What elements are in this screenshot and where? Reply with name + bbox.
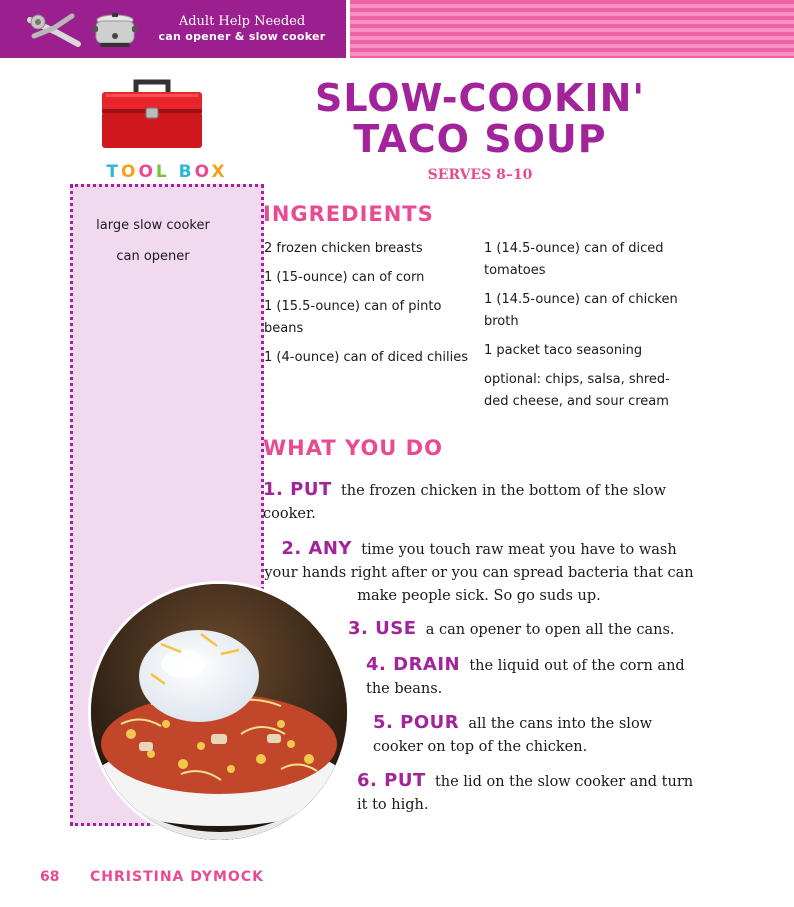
author-name: CHRISTINA DYMOCK	[90, 869, 264, 885]
step-number: 5. POUR	[373, 712, 460, 733]
ingredient-item: 1 (4-ounce) can of diced chilies	[264, 350, 468, 365]
toolbox-title-letter	[170, 162, 179, 182]
step-number: 2. ANY	[281, 538, 352, 559]
toolbox-title-letter: L	[155, 162, 170, 182]
step-item	[263, 478, 695, 526]
ingredient-item: 1 packet taco seasoning	[484, 343, 643, 358]
ingredient-item: 1 (14.5-ounce) can of chicken broth	[484, 292, 678, 329]
adult-help-needed-label: Adult Help Needed	[178, 14, 306, 29]
step-number: 6. PUT	[357, 770, 426, 791]
step-item	[357, 769, 695, 817]
step-item	[366, 653, 695, 701]
ingredient-item: 2 frozen chicken breasts	[264, 241, 423, 256]
striped-band	[350, 0, 794, 58]
step-text: a can opener to open all the cans.	[425, 622, 675, 638]
toolbox-title-letter: O	[194, 162, 212, 182]
step-text: time you touch raw meat you have to wash your hands right after or you can spread bacteria that can make people sick. So go suds up.	[264, 542, 694, 604]
step-number: 4. DRAIN	[366, 654, 461, 675]
ingredient-item: optional: chips, salsa, shred-ded cheese, and sour cream	[484, 372, 670, 409]
step-item	[348, 617, 695, 642]
recipe-title-line1: SLOW-COOKIN'	[314, 76, 646, 120]
toolbox-title-letter: O	[138, 162, 156, 182]
top-banner	[0, 0, 794, 58]
toolbox-title-letter: O	[121, 162, 139, 182]
step-text: the liquid out of the corn and the beans.	[366, 658, 685, 697]
serves-label: SERVES 8–10	[427, 167, 533, 183]
toolbox-title-letter: X	[211, 162, 228, 182]
ingredient-item: 1 (14.5-ounce) can of diced tomatoes	[484, 241, 664, 278]
required-equipment-label: can opener & slow cooker	[158, 30, 326, 43]
step-item	[263, 537, 695, 608]
toolbox-icon	[100, 78, 204, 150]
can-opener-icon	[26, 10, 84, 48]
slow-cooker-icon	[92, 12, 138, 50]
steps-heading: WHAT YOU DO	[263, 436, 443, 460]
toolbox-item: large slow cooker	[96, 218, 210, 233]
step-item	[373, 711, 695, 759]
toolbox-title-letter: B	[178, 162, 195, 182]
toolbox-item: can opener	[116, 249, 190, 264]
step-text: the lid on the slow cooker and turn it to high.	[357, 774, 694, 813]
recipe-title-line2: TACO SOUP	[353, 117, 607, 161]
step-number: 3. USE	[348, 618, 417, 639]
step-text: all the cans into the slow cooker on top of the chicken.	[373, 716, 653, 755]
step-text: the frozen chicken in the bottom of the slow cooker.	[263, 483, 666, 522]
ingredient-item: 1 (15-ounce) can of corn	[264, 270, 425, 285]
adult-help-text	[140, 14, 344, 45]
step-number: 1. PUT	[263, 479, 332, 500]
recipe-title	[300, 78, 660, 160]
toolbox-title-letter: T	[106, 162, 121, 182]
toolbox-title	[70, 162, 264, 182]
ingredient-item: 1 (15.5-ounce) can of pinto beans	[264, 299, 442, 336]
page-number: 68	[40, 869, 60, 885]
taco-soup-photo	[88, 581, 350, 843]
ingredients-heading: INGREDIENTS	[263, 202, 434, 226]
